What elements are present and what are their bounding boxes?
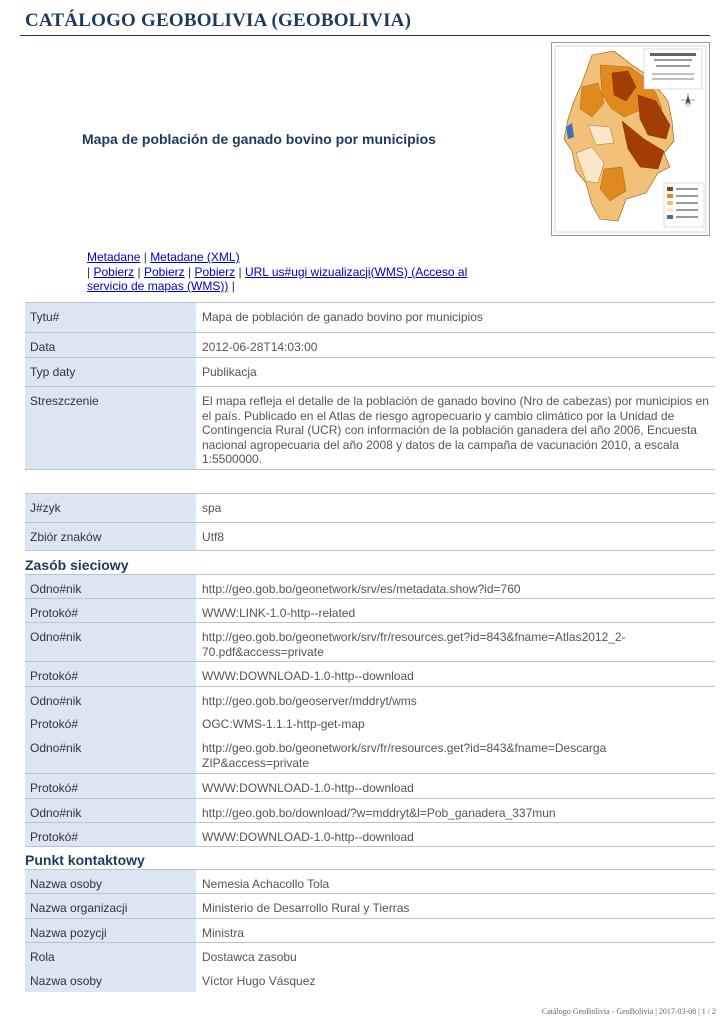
field-value: El mapa refleja el detalle de la población de ganado bovino (Nro de cabezas) por municipios en el país. Publicado en el Atlas de riesgo agropecuario y cambio climático por la Unidad de Contingencia Rural (UCR) con información de la población ganadera del año 2006, Encuesta nacional agropecuaria del año 2008 y datos de la campaña de vacunación 2010, a escala 1:5500000. [202,394,709,466]
field-label: Protokó# [25,710,196,734]
link-separator: | [231,279,235,293]
contact-row [25,942,715,967]
field-value: http://geo.gob.bo/download/?w=mddryt&l=Pob_ganadera_337mun [202,806,556,820]
field-label: Nazwa organizacji [25,894,196,918]
field-label: Nazwa osoby [25,967,196,992]
contact-row [25,918,715,942]
network-row [25,798,715,822]
contact-row [25,869,715,893]
field-label: Odno#nik [25,799,196,822]
field-value: http://geo.gob.bo/geonetwork/srv/fr/resources.get?id=843&fname=Atlas2012_2-70.pdf&access=private [202,630,626,659]
link-separator: | [137,264,141,279]
link-bar [87,250,507,294]
info-row-date-type [25,357,715,386]
field-label: Odno#nik [25,623,196,661]
contact-row [25,893,715,918]
network-row [25,710,715,734]
field-value: Dostawca zasobu [202,950,297,964]
field-value: Utf8 [202,530,225,544]
contact-section-title: Punkt kontaktowy [25,852,145,868]
link-separator: | [188,264,192,279]
network-row [25,574,715,598]
network-row [25,622,715,661]
field-label: Nazwa osoby [25,870,196,893]
title-rule [20,35,710,36]
field-label: Streszczenie [25,387,196,469]
field-label: Odno#nik [25,575,196,598]
field-value: http://geo.gob.bo/geoserver/mddryt/wms [202,694,417,708]
field-label: Rola [25,943,196,967]
lang-row-charset [25,522,715,551]
metadane-link[interactable]: Metadane [87,250,141,264]
network-section-title: Zasób sieciowy [25,557,129,573]
field-value: Ministra [202,926,245,940]
field-label: Protokó# [25,823,196,846]
metadane-xml-link[interactable]: Metadane (XML) [150,250,240,264]
field-value: WWW:LINK-1.0-http--related [202,606,356,620]
field-label: Protokó# [25,599,196,622]
field-value: WWW:DOWNLOAD-1.0-http--download [202,669,414,683]
field-value: Nemesia Achacollo Tola [202,877,330,891]
network-row [25,661,715,686]
page-footer: Catálogo GeoBolivia - GeoBolivia | 2017-03-08 | 1 / 2 [541,1007,716,1016]
field-label: Protokó# [25,774,196,798]
info-row-date [25,332,715,357]
link-separator: | [87,264,91,279]
pobierz-link-2[interactable]: Pobierz [143,264,185,279]
map-thumbnail[interactable] [551,42,710,236]
field-label: J#zyk [25,494,196,522]
field-value: Ministerio de Desarrollo Rural y Tierras [202,901,410,915]
field-value: spa [202,501,222,515]
field-value: OGC:WMS-1.1.1-http-get-map [202,717,365,731]
pobierz-link-1[interactable]: Pobierz [93,264,135,279]
link-separator: | [143,250,147,264]
field-label: Nazwa pozycji [25,919,196,942]
map-thumbnail-icon [552,43,709,235]
info-row-title [25,302,715,332]
field-label: Odno#nik [25,734,196,773]
network-row [25,598,715,622]
field-label: Odno#nik [25,687,196,710]
field-value: Mapa de población de ganado bovino por municipios [202,310,483,324]
link-separator: | [238,264,242,279]
contact-row [25,967,715,992]
field-label: Typ daty [25,358,196,386]
network-row [25,686,715,710]
wms-service-link[interactable]: URL us#ugi wizualizacji(WMS) (Acceso al servicio de mapas (WMS)) [87,264,468,293]
network-row [25,734,715,773]
field-value: WWW:DOWNLOAD-1.0-http--download [202,781,414,795]
field-value: 2012-06-28T14:03:00 [202,340,318,354]
info-row-abstract [25,386,715,470]
network-row [25,773,715,798]
field-value: http://geo.gob.bo/geonetwork/srv/es/metadata.show?id=760 [202,582,521,596]
field-label: Tytu# [25,303,196,332]
field-label: Protokó# [25,662,196,686]
record-title: Mapa de población de ganado bovino por municipios [82,131,436,147]
page-title: CATÁLOGO GEOBOLIVIA (GEOBOLIVIA) [25,10,412,31]
field-label: Zbiór znaków [25,523,196,550]
field-value: Víctor Hugo Vásquez [202,974,316,988]
field-value: http://geo.gob.bo/geonetwork/srv/fr/resources.get?id=843&fname=Descarga ZIP&access=private [202,741,607,770]
lang-row-language [25,493,715,522]
pobierz-link-3[interactable]: Pobierz [194,264,236,279]
field-label: Data [25,333,196,357]
field-value: WWW:DOWNLOAD-1.0-http--download [202,830,414,844]
network-row [25,822,715,847]
field-value: Publikacja [202,365,257,379]
